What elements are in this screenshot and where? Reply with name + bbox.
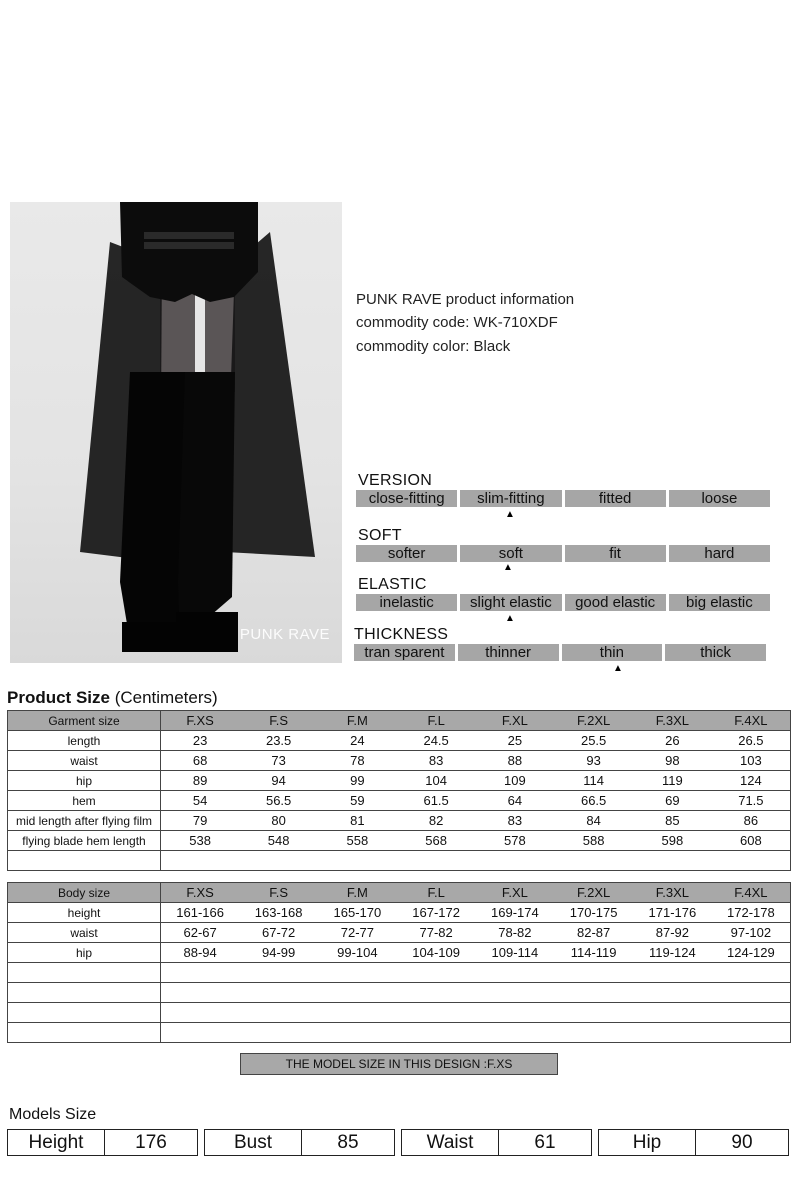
table-cell: 54	[161, 791, 240, 811]
size-header: F.M	[318, 711, 397, 731]
size-header: F.4XL	[712, 711, 791, 731]
row-label-empty	[8, 963, 161, 983]
table-cell: 103	[712, 751, 791, 771]
table-cell: 68	[161, 751, 240, 771]
table-cell-empty	[161, 1003, 791, 1023]
table-cell: 77-82	[397, 923, 476, 943]
table-cell: 114-119	[554, 943, 633, 963]
measure-label: Waist	[402, 1130, 499, 1155]
table-cell: 169-174	[476, 903, 555, 923]
body-size-table	[7, 882, 791, 1043]
attr-options	[356, 594, 770, 611]
table-row	[8, 923, 791, 943]
row-label: height	[8, 903, 161, 923]
row-label: flying blade hem length	[8, 831, 161, 851]
size-header: F.3XL	[633, 883, 712, 903]
model-measure-hip	[598, 1129, 789, 1156]
row-label: waist	[8, 923, 161, 943]
table-cell: 84	[554, 811, 633, 831]
table-cell: 109	[476, 771, 555, 791]
measure-label: Bust	[205, 1130, 302, 1155]
measure-label: Height	[8, 1130, 105, 1155]
table-cell: 163-168	[239, 903, 318, 923]
table-cell: 24	[318, 731, 397, 751]
table-cell: 588	[554, 831, 633, 851]
table-cell: 83	[476, 811, 555, 831]
table-cell: 62-67	[161, 923, 240, 943]
table-row	[8, 731, 791, 751]
size-header: F.XS	[161, 711, 240, 731]
attr-option: inelastic	[356, 594, 457, 611]
table-cell-empty	[161, 963, 791, 983]
size-header: F.S	[239, 883, 318, 903]
table-cell: 88	[476, 751, 555, 771]
attr-option: big elastic	[669, 594, 770, 611]
table-cell: 124-129	[712, 943, 791, 963]
table-cell: 85	[633, 811, 712, 831]
models-size-title: Models Size	[9, 1106, 97, 1123]
row-label: hip	[8, 771, 161, 791]
attr-title: ELASTIC	[358, 576, 427, 593]
table-cell: 171-176	[633, 903, 712, 923]
table-row	[8, 943, 791, 963]
attr-options	[356, 490, 770, 507]
table-cell: 64	[476, 791, 555, 811]
attr-option: fitted	[565, 490, 666, 507]
table-cell: 598	[633, 831, 712, 851]
attr-option: thin	[562, 644, 663, 661]
info-title: PUNK RAVE product information	[356, 291, 575, 308]
table-cell: 66.5	[554, 791, 633, 811]
table-cell: 104	[397, 771, 476, 791]
row-label-empty	[8, 983, 161, 1003]
table-cell: 94	[239, 771, 318, 791]
measure-value: 90	[731, 1132, 753, 1153]
attr-title: VERSION	[358, 472, 433, 489]
table-cell: 98	[633, 751, 712, 771]
measure-value: 61	[534, 1132, 556, 1153]
table-cell: 97-102	[712, 923, 791, 943]
table-cell: 71.5	[712, 791, 791, 811]
measure-label: Hip	[599, 1130, 696, 1155]
table-cell: 82-87	[554, 923, 633, 943]
table-cell: 119-124	[633, 943, 712, 963]
table-row-empty	[8, 1023, 791, 1043]
attr-option: slight elastic	[460, 594, 561, 611]
attr-option: hard	[669, 545, 770, 562]
table-cell: 24.5	[397, 731, 476, 751]
size-header: F.L	[397, 711, 476, 731]
table-cell: 568	[397, 831, 476, 851]
attr-title: THICKNESS	[354, 626, 449, 643]
table-cell: 78-82	[476, 923, 555, 943]
table-row-empty	[8, 851, 791, 871]
table-cell: 608	[712, 831, 791, 851]
table-cell: 81	[318, 811, 397, 831]
selected-marker-icon: ▲	[503, 562, 513, 573]
table-cell: 114	[554, 771, 633, 791]
commodity-color: commodity color: Black	[356, 338, 511, 355]
table-cell: 167-172	[397, 903, 476, 923]
row-label: mid length after flying film	[8, 811, 161, 831]
attr-option: softer	[356, 545, 457, 562]
size-header: F.2XL	[554, 711, 633, 731]
table-cell: 25.5	[554, 731, 633, 751]
photo-watermark: PUNK RAVE	[239, 626, 330, 643]
table-row-empty	[8, 983, 791, 1003]
product-size-title: Product Size	[7, 688, 110, 707]
table-cell: 170-175	[554, 903, 633, 923]
row-label-empty	[8, 1023, 161, 1043]
attr-option: thick	[665, 644, 766, 661]
table-cell: 578	[476, 831, 555, 851]
table-cell-empty	[161, 1023, 791, 1043]
table-cell: 93	[554, 751, 633, 771]
product-size-heading	[7, 688, 218, 708]
selected-marker-icon: ▲	[505, 509, 515, 520]
row-label: hem	[8, 791, 161, 811]
table-cell: 69	[633, 791, 712, 811]
size-header: F.XS	[161, 883, 240, 903]
table-cell: 109-114	[476, 943, 555, 963]
size-header: F.M	[318, 883, 397, 903]
table-cell: 78	[318, 751, 397, 771]
table-cell: 165-170	[318, 903, 397, 923]
table-row-empty	[8, 963, 791, 983]
size-header: F.S	[239, 711, 318, 731]
table-cell: 73	[239, 751, 318, 771]
attr-option: slim-fitting	[460, 490, 561, 507]
header-label: Body size	[8, 883, 161, 903]
table-cell: 61.5	[397, 791, 476, 811]
table-cell: 23	[161, 731, 240, 751]
garment-size-table	[7, 710, 791, 871]
model-measure-height	[7, 1129, 198, 1156]
table-row	[8, 811, 791, 831]
row-label: hip	[8, 943, 161, 963]
table-cell: 87-92	[633, 923, 712, 943]
table-row	[8, 791, 791, 811]
table-cell: 59	[318, 791, 397, 811]
table-cell: 80	[239, 811, 318, 831]
table-row-empty	[8, 1003, 791, 1023]
size-header: F.XL	[476, 711, 555, 731]
attr-options	[356, 545, 770, 562]
row-label-empty	[8, 1003, 161, 1023]
table-cell: 161-166	[161, 903, 240, 923]
selected-marker-icon: ▲	[505, 613, 515, 624]
attr-option: loose	[669, 490, 770, 507]
table-header-row	[8, 883, 791, 903]
table-header-row	[8, 711, 791, 731]
size-header: F.4XL	[712, 883, 791, 903]
attr-option: tran sparent	[354, 644, 455, 661]
table-cell: 23.5	[239, 731, 318, 751]
commodity-code: commodity code: WK-710XDF	[356, 314, 558, 331]
row-label: waist	[8, 751, 161, 771]
table-cell: 104-109	[397, 943, 476, 963]
table-cell: 99	[318, 771, 397, 791]
attr-option: good elastic	[565, 594, 666, 611]
table-cell: 25	[476, 731, 555, 751]
table-cell: 67-72	[239, 923, 318, 943]
selected-marker-icon: ▲	[613, 663, 623, 674]
size-header: F.3XL	[633, 711, 712, 731]
table-cell: 558	[318, 831, 397, 851]
table-cell-empty	[161, 983, 791, 1003]
size-header: F.2XL	[554, 883, 633, 903]
table-cell: 548	[239, 831, 318, 851]
measure-value: 176	[135, 1132, 167, 1153]
table-cell-empty	[161, 851, 791, 871]
table-cell: 119	[633, 771, 712, 791]
row-label: length	[8, 731, 161, 751]
attr-title: SOFT	[358, 527, 402, 544]
attr-option: fit	[565, 545, 666, 562]
table-cell: 82	[397, 811, 476, 831]
table-cell: 99-104	[318, 943, 397, 963]
measure-value: 85	[337, 1132, 359, 1153]
product-photo	[10, 202, 342, 663]
table-cell: 26	[633, 731, 712, 751]
table-cell: 94-99	[239, 943, 318, 963]
model-size-note: THE MODEL SIZE IN THIS DESIGN :F.XS	[240, 1053, 558, 1075]
table-cell: 56.5	[239, 791, 318, 811]
attr-option: close-fitting	[356, 490, 457, 507]
table-row	[8, 903, 791, 923]
attr-options	[354, 644, 766, 661]
table-cell: 124	[712, 771, 791, 791]
size-header: F.XL	[476, 883, 555, 903]
header-label: Garment size	[8, 711, 161, 731]
attr-option: soft	[460, 545, 561, 562]
table-cell: 79	[161, 811, 240, 831]
model-measure-bust	[204, 1129, 395, 1156]
table-cell: 72-77	[318, 923, 397, 943]
table-cell: 26.5	[712, 731, 791, 751]
model-illustration	[10, 202, 342, 663]
table-cell: 88-94	[161, 943, 240, 963]
size-header: F.L	[397, 883, 476, 903]
row-label-empty	[8, 851, 161, 871]
table-cell: 83	[397, 751, 476, 771]
table-cell: 172-178	[712, 903, 791, 923]
table-cell: 89	[161, 771, 240, 791]
attr-option: thinner	[458, 644, 559, 661]
model-measure-waist	[401, 1129, 592, 1156]
table-row	[8, 751, 791, 771]
table-row	[8, 831, 791, 851]
table-cell: 538	[161, 831, 240, 851]
product-size-unit: (Centimeters)	[114, 688, 218, 707]
table-row	[8, 771, 791, 791]
table-cell: 86	[712, 811, 791, 831]
